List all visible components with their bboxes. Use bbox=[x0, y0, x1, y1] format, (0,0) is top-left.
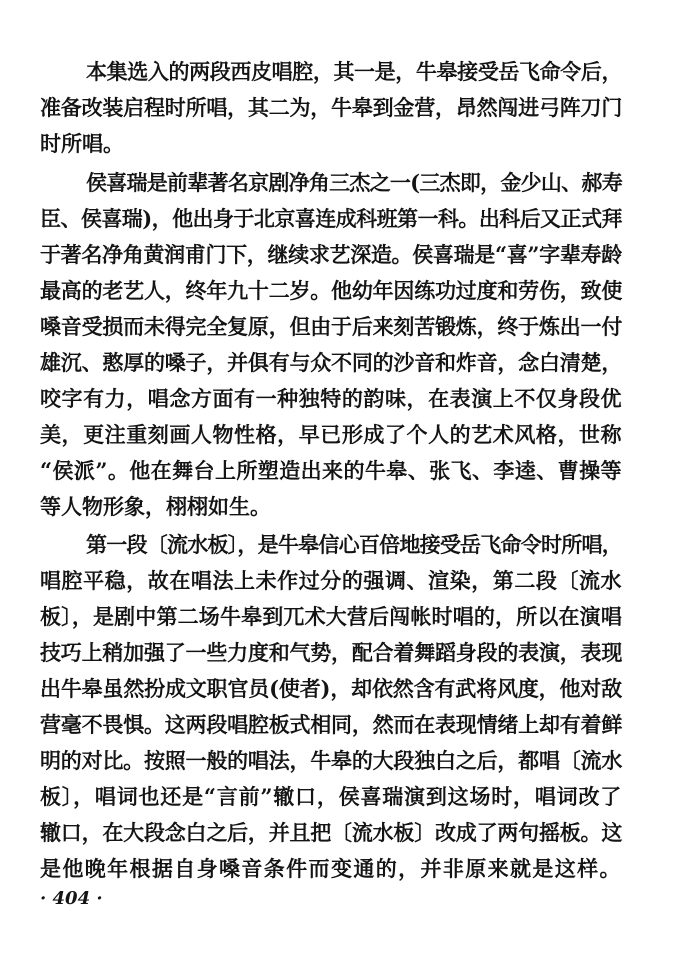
text-line: 等人物形象，栩栩如生。 bbox=[40, 494, 271, 519]
text-line: 嗓音受损而未得完全复原，但由于后来刻苦锻炼，终于炼出一付 bbox=[40, 314, 623, 339]
text-line: “侯派”。他在舞台上所塑造出来的牛皋、张飞、李逵、曹操等 bbox=[40, 458, 622, 483]
text-line: 臣、侯喜瑞)，他出身于北京喜连成科班第一科。出科后又正式拜 bbox=[40, 206, 622, 231]
text-line: 本集选入的两段西皮唱腔，其一是，牛皋接受岳飞命令后， bbox=[86, 59, 623, 84]
text-line: 侯喜瑞是前辈著名京剧净角三杰之一(三杰即，金少山、郝寿 bbox=[86, 170, 622, 195]
text-line: 准备改装启程时所唱，其二为，牛皋到金营，昂然闯进弓阵刀门 bbox=[40, 95, 623, 120]
page-number: · 404 · bbox=[40, 888, 103, 909]
text-line: 第一段〔流水板〕，是牛皋信心百倍地接受岳飞命令时所唱， bbox=[86, 532, 622, 557]
text-line: 板〕，是剧中第二场牛皋到兀术大营后闯帐时唱的，所以在演唱 bbox=[40, 604, 622, 629]
text-line: 雄沉、憨厚的嗓子，并俱有与众不同的沙音和炸音，念白清楚， bbox=[40, 350, 623, 375]
text-line: 咬字有力，唱念方面有一种独特的韵味，在表演上不仅身段优 bbox=[40, 386, 623, 411]
text-line: 时所唱。 bbox=[40, 131, 124, 156]
text-line: 板〕，唱词也还是“言前”辙口，侯喜瑞演到这场时，唱词改了 bbox=[40, 784, 623, 809]
text-line: 美，更注重刻画人物性格，早已形成了个人的艺术风格，世称 bbox=[40, 422, 623, 447]
text-line: 最高的老艺人，终年九十二岁。他幼年因练功过度和劳伤，致使 bbox=[40, 278, 623, 303]
text-line: 出牛皋虽然扮成文职官员(使者)，却依然含有武将风度，他对敌 bbox=[40, 676, 622, 701]
text-line: 辙口，在大段念白之后，并且把〔流水板〕改成了两句摇板。这 bbox=[40, 820, 623, 845]
text-line: 是他晚年根据自身嗓音条件而变通的，并非原来就是这样。 bbox=[40, 856, 622, 881]
text-line: 于著名净角黄润甫门下，继续求艺深造。侯喜瑞是“喜”字辈寿龄 bbox=[40, 242, 622, 267]
text-line: 唱腔平稳，故在唱法上未作过分的强调、渲染，第二段〔流水 bbox=[40, 568, 623, 593]
text-line: 明的对比。按照一般的唱法，牛皋的大段独白之后，都唱〔流水 bbox=[40, 748, 623, 773]
text-line: 营毫不畏惧。这两段唱腔板式相同，然而在表现情绪上却有着鲜 bbox=[40, 712, 623, 737]
text-line: 技巧上稍加强了一些力度和气势，配合着舞蹈身段的表演，表现 bbox=[40, 640, 623, 665]
